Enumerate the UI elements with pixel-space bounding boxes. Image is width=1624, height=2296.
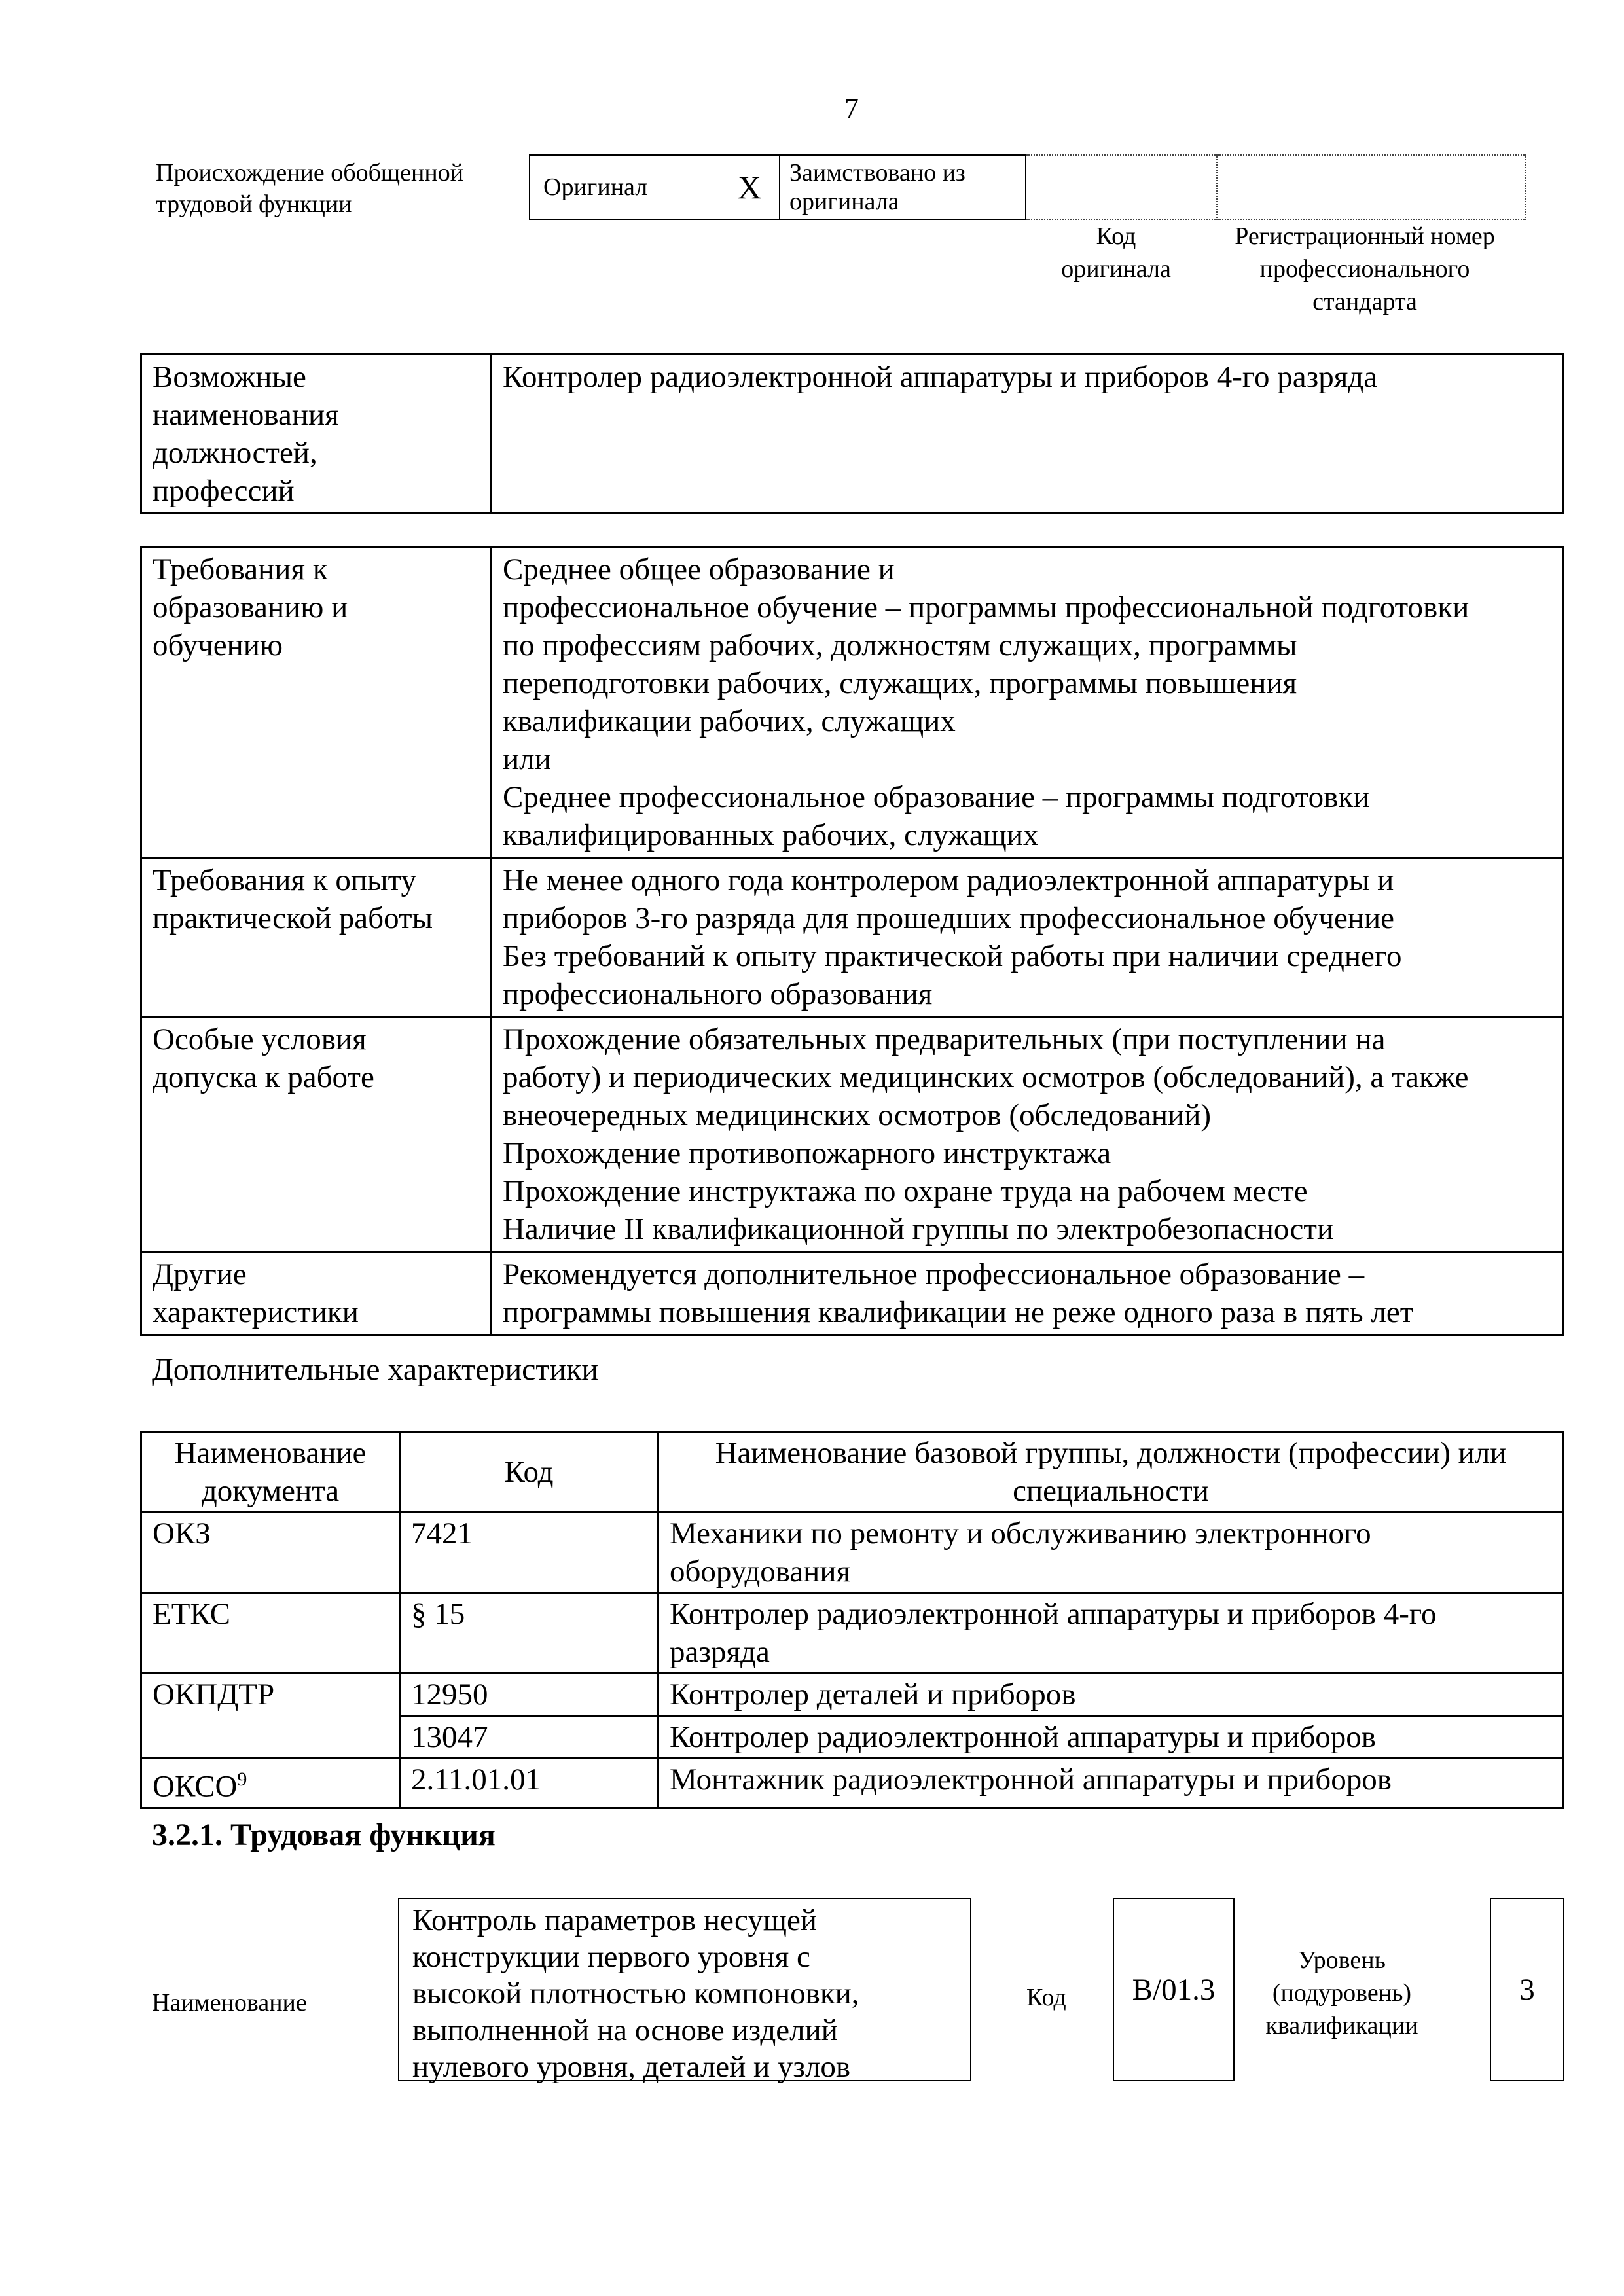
requirement-value-line: Наличие II квалификационной группы по электробезопасности (503, 1212, 1334, 1246)
extra-name-cell (659, 1593, 1564, 1674)
extra-code-cell: 12950 (400, 1674, 659, 1716)
labor-function-level-label-line: квалификации (1265, 2012, 1418, 2039)
extra-header-name (659, 1432, 1564, 1513)
origin-code-caption-line: Код (1096, 223, 1136, 250)
origin-original-label: Оригинал (543, 173, 648, 201)
positions-label-line: должностей, (153, 436, 317, 470)
extra-name-line: Контролер деталей и приборов (670, 1677, 1076, 1712)
origin-label-line: Происхождение обобщенной (156, 159, 464, 187)
requirement-label-line: практической работы (153, 901, 433, 935)
requirement-label-line: характеристики (153, 1295, 359, 1329)
labor-function-code-box (1113, 1898, 1235, 2081)
origin-original-cell (530, 155, 720, 219)
extra-header-doc (141, 1432, 400, 1513)
labor-function-level-label (1257, 1944, 1427, 2042)
extra-name-line: Контролер радиоэлектронной аппаратуры и приборов 4-го (670, 1597, 1437, 1631)
requirement-value-line: приборов 3-го разряда для прошедших профессиональное обучение (503, 901, 1395, 935)
extra-doc-cell (141, 1759, 400, 1808)
extra-header-name-line: специальности (1013, 1474, 1209, 1508)
positions-value: Контролер радиоэлектронной аппаратуры и приборов 4-го разряда (503, 360, 1378, 394)
requirement-value-line: Прохождение обязательных предварительных (при поступлении на (503, 1022, 1386, 1056)
requirement-value-line: Без требований к опыту практической работы при наличии среднего (503, 939, 1402, 973)
labor-function-name-label: Наименование (152, 1989, 307, 2017)
positions-label-cell (141, 355, 492, 514)
requirement-label-cell (141, 1017, 492, 1252)
requirement-label-line: образованию и (153, 590, 348, 624)
table-row (141, 1593, 1564, 1674)
requirement-value-line: Среднее профессиональное образование – программы подготовки (503, 780, 1370, 814)
requirement-value-cell (492, 858, 1564, 1017)
origin-regnum-cell (1217, 155, 1526, 219)
extra-header-name-line: Наименование базовой группы, должности (профессии) или (715, 1436, 1507, 1470)
requirements-row (141, 858, 1564, 1017)
extra-code-cell: 7421 (400, 1513, 659, 1593)
requirement-value-line: профессиональное обучение – программы профессиональной подготовки (503, 590, 1470, 624)
extra-code-cell: 2.11.01.01 (400, 1759, 659, 1808)
requirement-label-cell (141, 547, 492, 858)
positions-label-line: Возможные (153, 360, 306, 394)
extra-name-cell (659, 1716, 1564, 1759)
origin-table (529, 154, 1526, 220)
requirement-value-line: квалифицированных рабочих, служащих (503, 818, 1039, 852)
extra-header-doc-line: документа (201, 1474, 340, 1508)
requirement-value-line: работу) и периодических медицинских осмотров (обследований), а также (503, 1060, 1469, 1094)
table-row (141, 1759, 1564, 1808)
labor-function-name-box (398, 1898, 971, 2084)
table-row (141, 1674, 1564, 1716)
labor-function-level-label-line: Уровень (1298, 1946, 1386, 1974)
extra-doc-text: ОКСО (153, 1769, 238, 1804)
positions-label-line: профессий (153, 474, 295, 508)
requirement-value-cell (492, 1252, 1564, 1335)
origin-code-cell (1026, 155, 1217, 219)
positions-label-line: наименования (153, 398, 339, 432)
footnote-marker[interactable]: 9 (237, 1768, 247, 1790)
labor-function-code-label: Код (1026, 1984, 1066, 2011)
requirement-value-line: программы повышения квалификации не реже одного раза в пять лет (503, 1295, 1414, 1329)
requirement-value-line: Рекомендуется дополнительное профессиональное образование – (503, 1257, 1365, 1291)
requirement-label-line: Особые условия (153, 1022, 367, 1056)
requirement-label-line: допуска к работе (153, 1060, 374, 1094)
requirement-value-line: Прохождение инструктажа по охране труда на рабочем месте (503, 1174, 1308, 1208)
table-row (141, 1513, 1564, 1593)
requirement-value-line: или (503, 742, 551, 776)
requirement-label-cell (141, 1252, 492, 1335)
extra-doc-cell: ОКПДТР (141, 1674, 400, 1759)
extra-code-cell: § 15 (400, 1593, 659, 1674)
requirement-label-line: Требования к опыту (153, 863, 417, 897)
extra-header-doc-line: Наименование (174, 1436, 367, 1470)
labor-function-code-value: B/01.3 (1132, 1973, 1216, 2007)
requirements-row (141, 547, 1564, 858)
origin-code-caption-line: оригинала (1061, 255, 1171, 283)
requirement-value-line: профессионального образования (503, 977, 933, 1011)
labor-function-name-line: нулевого уровня, деталей и узлов (412, 2050, 851, 2084)
requirement-label-line: обучению (153, 628, 283, 662)
labor-function-level-box (1490, 1898, 1564, 2081)
requirement-label-cell (141, 858, 492, 1017)
labor-function-level-value: 3 (1519, 1973, 1535, 2007)
positions-table (140, 353, 1564, 514)
extra-name-cell (659, 1513, 1564, 1593)
requirement-value-line: Не менее одного года контролером радиоэлектронной аппаратуры и (503, 863, 1394, 897)
requirement-value-cell (492, 547, 1564, 858)
requirement-value-cell (492, 1017, 1564, 1252)
origin-borrowed-cell (780, 155, 1026, 219)
origin-regnum-caption-line: Регистрационный номер (1235, 223, 1495, 250)
labor-function-name-line: Контроль параметров несущей (412, 1903, 817, 1937)
positions-value-cell (492, 355, 1564, 514)
origin-original-mark: X (720, 155, 780, 219)
origin-borrowed-line: оригинала (789, 188, 899, 215)
requirement-value-line: по профессиям рабочих, должностям служащих, программы (503, 628, 1297, 662)
extra-name-line: Механики по ремонту и обслуживанию электронного (670, 1516, 1371, 1551)
extra-doc-cell: ЕТКС (141, 1593, 400, 1674)
labor-function-heading: 3.2.1. Трудовая функция (152, 1818, 496, 1852)
extra-name-line: Монтажник радиоэлектронной аппаратуры и приборов (670, 1763, 1392, 1797)
origin-regnum-caption-line: стандарта (1312, 288, 1417, 315)
requirement-label-line: Требования к (153, 552, 328, 586)
extra-code-cell: 13047 (400, 1716, 659, 1759)
extra-name-cell (659, 1759, 1564, 1808)
extra-header-code: Код (400, 1432, 659, 1513)
extra-name-cell (659, 1674, 1564, 1716)
origin-regnum-caption-line: профессионального (1259, 255, 1470, 283)
labor-function-name-line: выполненной на основе изделий (412, 2013, 838, 2047)
requirements-row (141, 1252, 1564, 1335)
page-number: 7 (844, 92, 859, 124)
labor-function-level-label-line: (подуровень) (1272, 1979, 1412, 2007)
labor-function-name-line: высокой плотностью компоновки, (412, 1977, 859, 2011)
extra-table (140, 1431, 1564, 1809)
requirements-row (141, 1017, 1564, 1252)
requirements-table (140, 546, 1564, 1336)
extra-name-line: оборудования (670, 1554, 851, 1588)
extra-name-line: разряда (670, 1635, 770, 1669)
origin-regnum-caption (1211, 220, 1519, 318)
labor-function-name-line: конструкции первого уровня с (412, 1940, 810, 1974)
origin-code-caption (1021, 220, 1211, 285)
requirement-value-line: Среднее общее образование и (503, 552, 895, 586)
requirement-value-line: внеочередных медицинских осмотров (обследований) (503, 1098, 1212, 1132)
requirement-value-line: переподготовки рабочих, служащих, программы повышения (503, 666, 1297, 700)
extra-doc-cell: ОКЗ (141, 1513, 400, 1593)
requirement-value-line: Прохождение противопожарного инструктажа (503, 1136, 1111, 1170)
origin-borrowed-line: Заимствовано из (789, 159, 965, 187)
extra-name-line: Контролер радиоэлектронной аппаратуры и приборов (670, 1720, 1377, 1754)
requirement-label-line: Другие (153, 1257, 247, 1291)
extra-section-title: Дополнительные характеристики (152, 1352, 599, 1387)
extra-header-row (141, 1432, 1564, 1513)
origin-label (156, 157, 463, 220)
requirement-value-line: квалификации рабочих, служащих (503, 704, 956, 738)
origin-label-line: трудовой функции (156, 190, 352, 218)
